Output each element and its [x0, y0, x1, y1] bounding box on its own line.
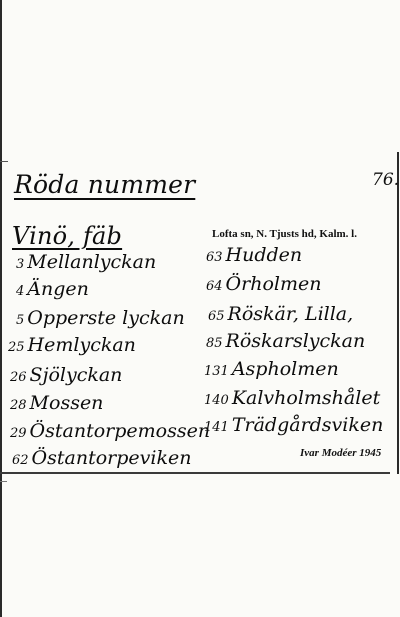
- list-item: [8, 334, 136, 356]
- location-print: Lofta sn, N. Tjusts hd, Kalm. l.: [212, 228, 357, 240]
- list-item: [204, 387, 380, 409]
- entry-number: 85: [206, 336, 223, 351]
- entry-number: 63: [206, 250, 223, 265]
- entry-name: Opperste lyckan: [27, 307, 185, 329]
- entry-number: 141: [204, 420, 229, 435]
- entry-number: 28: [10, 398, 27, 413]
- list-item: [10, 420, 210, 442]
- entry-name: Hemlyckan: [27, 334, 136, 356]
- entry-number: 3: [16, 257, 25, 272]
- entry-number: 140: [204, 393, 229, 408]
- list-item: [10, 364, 122, 386]
- card-title: Röda nummer: [14, 170, 196, 199]
- list-item: [206, 273, 321, 295]
- entry-name: Röskarslyckan: [225, 330, 366, 352]
- entry-name: Sjölyckan: [29, 364, 123, 386]
- list-item: [12, 447, 191, 469]
- list-item: [16, 307, 185, 329]
- entry-number: 25: [8, 340, 25, 355]
- entry-name: Röskär, Lilla,: [227, 303, 354, 325]
- list-item: [16, 251, 156, 273]
- entry-name: Mellanlyckan: [27, 251, 157, 273]
- list-item: [10, 392, 103, 414]
- margin-mark: [0, 161, 8, 162]
- entry-name: Hudden: [225, 244, 303, 266]
- entry-name: Mossen: [29, 392, 104, 414]
- entry-number: 4: [16, 284, 25, 299]
- entry-name: Östantorpeviken: [31, 447, 192, 469]
- entry-number: 64: [206, 279, 223, 294]
- entry-number: 65: [208, 309, 225, 324]
- entry-number: 131: [204, 364, 229, 379]
- list-item: [206, 330, 365, 352]
- entry-name: Östantorpemossen: [29, 420, 211, 442]
- entry-name: Trädgårdsviken: [231, 414, 384, 436]
- entry-name: Kalvholmshålet: [231, 387, 381, 409]
- parish-heading: Vinö, fäb: [12, 222, 123, 250]
- card-right-edge: [397, 152, 399, 474]
- list-item: [204, 358, 339, 380]
- entry-name: Örholmen: [225, 273, 322, 295]
- entry-name: Ängen: [27, 278, 89, 300]
- entry-name: Aspholmen: [231, 358, 339, 380]
- list-item: [16, 278, 89, 300]
- list-item: [204, 414, 383, 436]
- author-print: Ivar Modéer 1945: [300, 447, 382, 459]
- card-bottom-edge: [0, 472, 390, 474]
- card-number: 76.: [372, 170, 400, 190]
- entry-number: 26: [10, 370, 27, 385]
- list-item: [206, 244, 302, 266]
- entry-number: 5: [16, 313, 25, 328]
- margin-mark-lower: [0, 481, 7, 482]
- list-item: [208, 303, 353, 325]
- entry-number: 62: [12, 453, 29, 468]
- entry-number: 29: [10, 426, 27, 441]
- card-left-edge: [0, 0, 2, 617]
